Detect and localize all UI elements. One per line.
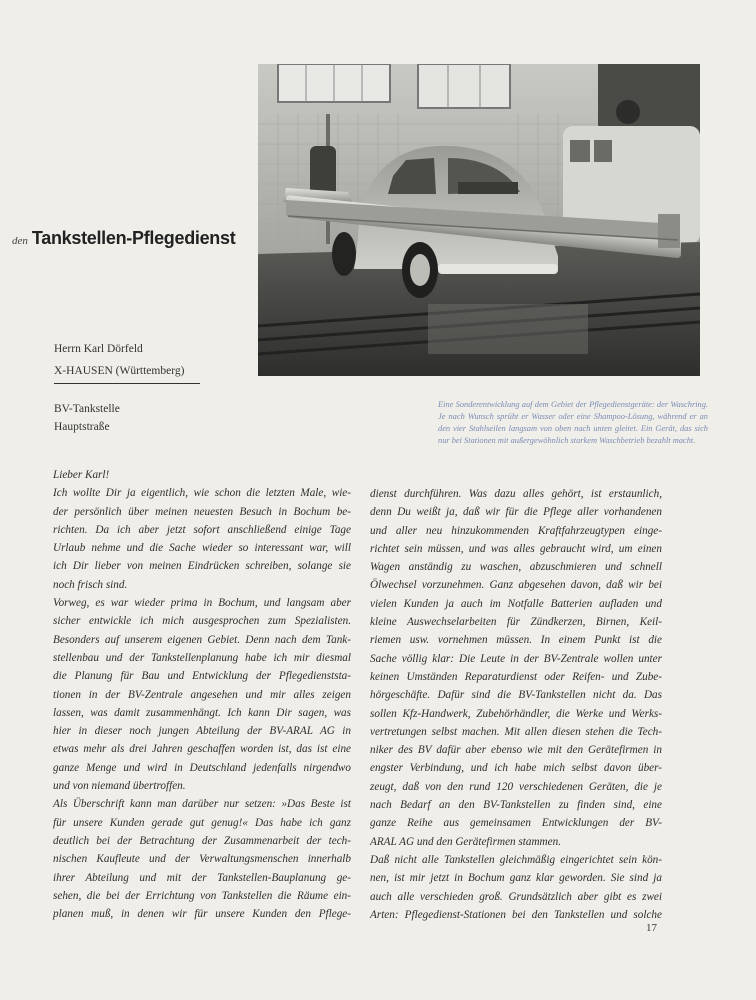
text-line: sehen, die bei der Errichtung von Tankstellen die Räume ein- (53, 889, 351, 902)
page-number: 17 (646, 922, 657, 934)
address-block (54, 338, 200, 436)
text-line: Besonders auf unserem eigenen Gebiet. Denn nach dem Tank- (53, 633, 351, 646)
text-line: vertretungen selbst machen. Mit allen diesen stehen die Tech- (370, 725, 662, 738)
text-line: kleine Auswechselarbeiten für Zündkerzen, Birnen, Keil- (370, 616, 662, 629)
text-line: und von niemand übertroffen. (53, 780, 186, 793)
text-line: denn Du weißt ja, daß wir für die Pflege aller vorhandenen (370, 506, 662, 519)
text-line: Vorweg, es war wieder prima in Bochum, und langsam aber (53, 597, 351, 610)
letter-column-left (53, 466, 351, 923)
text-line: riemen usw. vornehmen müssen. In einem Punkt ist die (370, 634, 662, 647)
recipient-street: Hauptstraße (54, 421, 110, 433)
text-line: sicher entwickle ich mich ausgesprochen zum Spezialisten. (53, 615, 351, 628)
text-line: hörgeschäfte. Dafür sind die BV-Tankstellen nicht da. Das (370, 689, 662, 702)
text-line: zeugt, daß von den rund 120 verschiedenen Geräten, die je (370, 780, 662, 793)
text-line: niker des BV dafür aber ebenso wie mit den Gerätefirmen in (370, 744, 662, 757)
text-line: deutlich bei der Betrachtung der Zusammenarbeit der tech- (53, 834, 351, 847)
text-line: sollen Kfz-Handwerk, Zubehörhändler, die Werke und Werks- (370, 707, 662, 720)
text-line: noch frisch sind. (53, 578, 128, 591)
text-line: nen, ist mir jetzt in Bochum ganz klar geworden. Sie sind ja (370, 872, 662, 885)
text-line: Wagen anständig zu waschen, abzuschmieren und schnell (370, 561, 662, 574)
text-line: engster Verbindung, und ich habe mich selbst davon über- (370, 762, 662, 775)
text-line: ARAL AG und den Gerätefirmen stammen. (370, 835, 561, 848)
text-line: und aller neu hinzukommenden Kraftfahrzeugtypen einge- (370, 524, 662, 537)
text-line: richten. Da ich aber jetzt sofort anschließend einige Tage (53, 523, 351, 536)
text-line: Ölwechsel vorzunehmen. Ganz abgesehen davon, daß wir bei (370, 579, 662, 592)
heading-prefix: den (12, 235, 28, 247)
text-line: ganze Menge und wird in Deutschland jedenfalls nirgendwo (53, 761, 351, 774)
text-line: ihrer Abteilung und mit der Tankstellen-Bauplanung ge- (53, 871, 351, 884)
text-line: dienst durchführen. Was dazu alles gehört, ist erstaunlich, (370, 488, 662, 500)
recipient-name: Herrn Karl Dörfeld (54, 343, 143, 355)
text-line: Daß nicht alle Tankstellen gleichmäßig eingerichtet sein kön- (370, 853, 662, 866)
text-line: für unsere Kunden gerade gut genug!« Das habe ich ganz (53, 816, 351, 829)
heading-title: Tankstellen-Pflegedienst (31, 228, 236, 248)
text-line: der persönlich über meinen neuesten Besuch in Bochum be- (53, 505, 351, 518)
text-line: planen muß, in denen wir für unsere Kunden den Pflege- (53, 908, 351, 921)
text-line: etwas mehr als drei Jahren geschaffen worden ist, das ist eine (53, 743, 351, 756)
recipient-station: BV-Tankstelle (54, 403, 120, 415)
text-line: vielen Kunden ja auch im Notfalle Batterien aufladen und (370, 597, 662, 610)
text-line: richtet sein müssen, und was alles gebraucht wird, um einen (370, 542, 662, 555)
letter-column-right (370, 485, 662, 924)
text-line: Sache völlig klar: Die Leute in der BV-Zentrale wollen unter (370, 652, 662, 665)
text-line: keinen Umständen Reparaturdienst oder Reifen- und Zube- (370, 670, 662, 683)
text-line: ganze Reihe aus gemeinsamen Entwicklungen der BV- (370, 817, 662, 830)
text-line: tionen in der BV-Zentrale angesehen und mir alles zeigen (53, 688, 351, 701)
text-line: Als Überschrift kann man darüber nur setzen: »Das Beste ist (53, 798, 351, 811)
text-line: lassen, was damit zusammenhängt. Ich kann Dir sagen, was (53, 706, 351, 719)
text-line: Arten: Pflegedienst-Stationen bei den Tankstellen und solche (370, 908, 662, 921)
text-line: ich Dir lieber von meinen Eindrücken schreiben, solange sie (53, 560, 351, 573)
car-wash-photo-icon (258, 64, 700, 376)
car-wash-photo (258, 64, 700, 376)
text-line: nach Bedarf an den BV-Tankstellen zu finden sind, eine (370, 799, 662, 812)
text-line: hier in dieser noch jungen Abteilung der BV-ARAL AG in (53, 725, 351, 738)
text-line: stellenbau und der Tankstellenplanung habe ich mir diesmal (53, 651, 351, 664)
text-line: nischen Kaufleute und der Verwaltungsmenschen innerhalb (53, 853, 351, 866)
section-heading (12, 228, 235, 249)
photo-caption: Eine Sonderentwicklung auf dem Gebiet der Pflegedienstgeräte: der Waschring. Je nach Wunsch sprüht er Wasser oder eine Shampoo-Lösung, während er an den vier Stahlseilen langsam von oben nach unten gleitet. Ein Gerät, das sich nur bei Stationen mit außergewöhnlich starkem Waschbetrieb bezahlt macht. (438, 400, 708, 445)
recipient-city: X-HAUSEN (Württemberg) (54, 365, 185, 377)
text-line: Urlaub nehme und die Sache wieder so interessant war, will (53, 542, 351, 555)
salutation: Lieber Karl! (53, 469, 110, 481)
text-line: die Planung für Bau und Entwicklung der Pflegedienststa- (53, 670, 351, 683)
text-line: Ich wollte Dir ja eigentlich, wie schon die letzten Male, wie- (53, 487, 351, 500)
text-line: auch alle verschieden groß. Grundsätzlich aber gibt es zwei (370, 890, 662, 903)
